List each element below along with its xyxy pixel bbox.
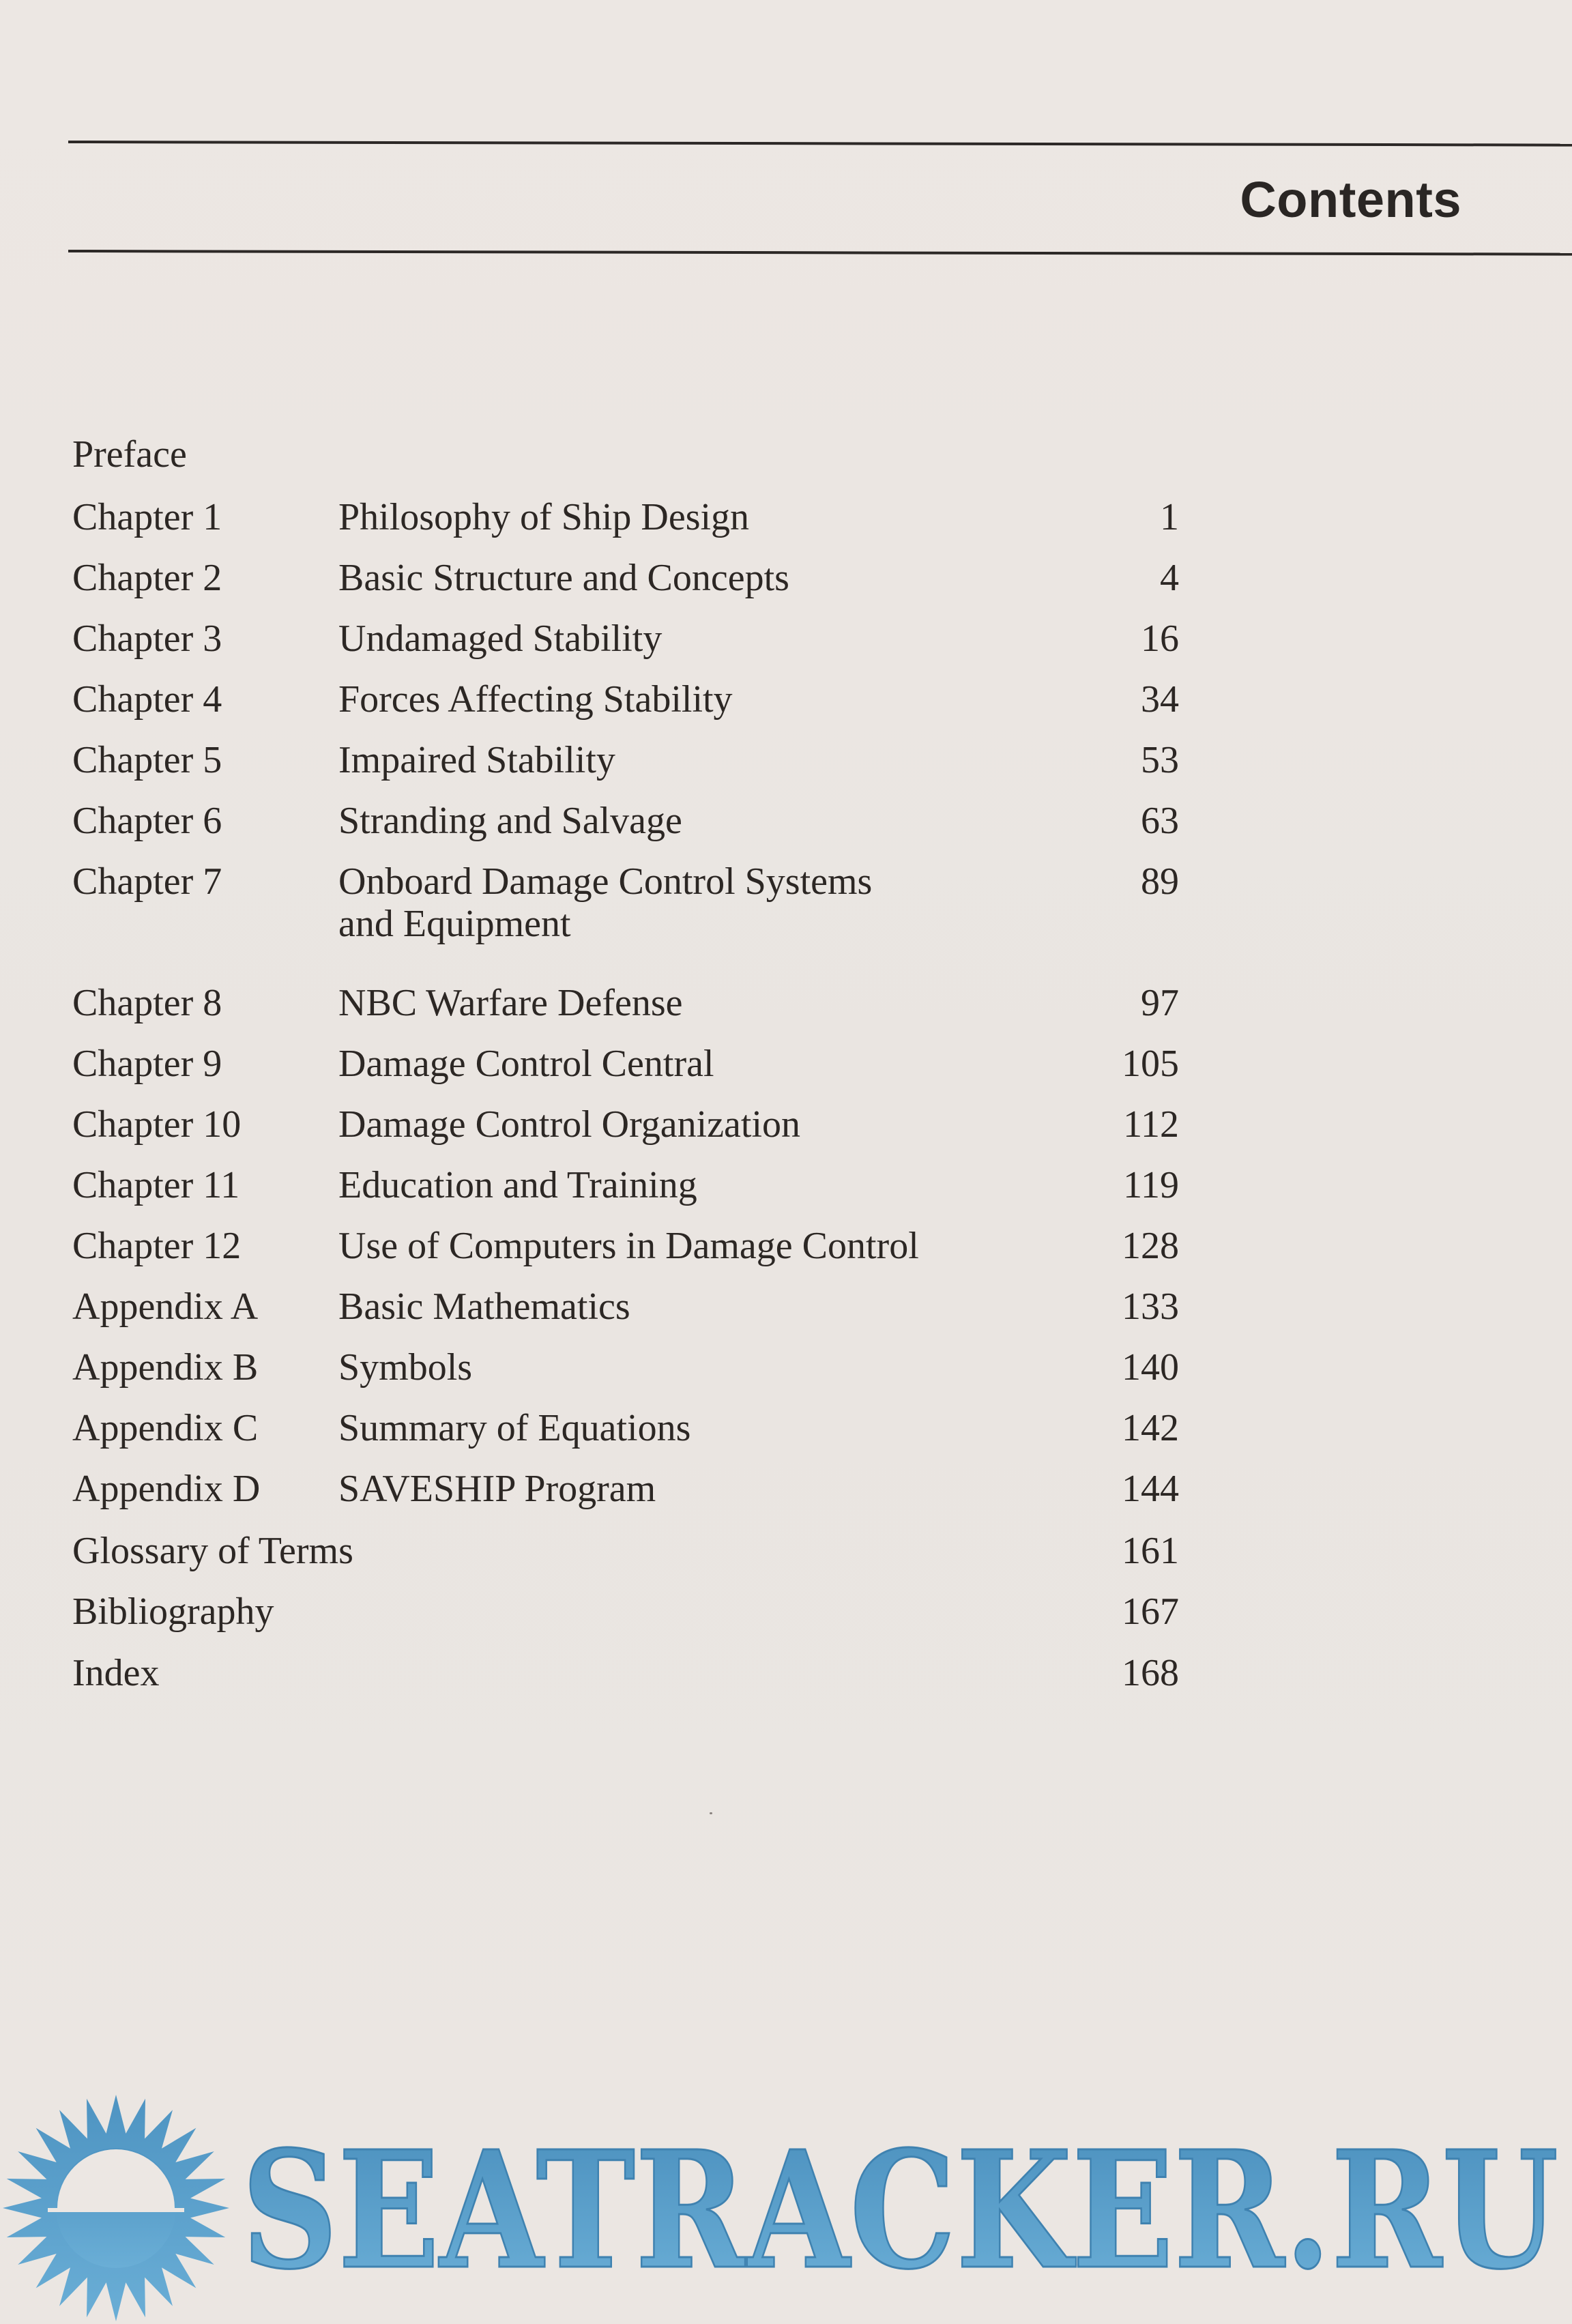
toc-entry-page: 142 [1122,1407,1179,1449]
toc-entry-page: 161 [1122,1530,1179,1572]
toc-entry-index [0,1646,1201,1700]
toc-entry-title: Impaired Stability [338,739,615,781]
toc-entry-label: Chapter 2 [72,557,222,599]
toc-entry-title: Symbols [338,1346,473,1389]
toc-entry-title: Stranding and Salvage [338,800,682,842]
toc-entry-appendix-c [0,1401,1201,1455]
watermark-text [242,2115,1565,2293]
dust-speck [710,1812,712,1814]
toc-entry-label: Chapter 8 [72,982,222,1024]
toc-entry-label: Preface [72,433,187,476]
toc-entry-label: Chapter 4 [72,678,222,721]
toc-entry-title: Damage Control Organization [338,1103,801,1146]
toc-entry-preface [0,427,1201,482]
toc-entry-title: Forces Affecting Stability [338,678,733,721]
toc-entry-chapter-2 [0,551,1201,605]
toc-entry-appendix-b [0,1340,1201,1395]
page-title: Contents [1240,171,1461,228]
toc-entry-page: 53 [1141,739,1179,781]
watermark-label: SEATRACKER.RU [242,2115,1558,2293]
toc-entry-label: Bibliography [72,1591,274,1633]
toc-entry-page: 89 [1141,860,1179,903]
toc-entry-chapter-11 [0,1158,1201,1212]
toc-entry-page: 4 [1160,557,1179,599]
toc-entry-label: Chapter 3 [72,618,222,660]
toc-entry-chapter-12 [0,1219,1201,1273]
toc-entry-glossary [0,1524,1201,1578]
toc-entry-bibliography [0,1584,1201,1639]
toc-entry-page: 144 [1122,1468,1179,1510]
toc-entry-chapter-10 [0,1097,1201,1152]
toc-entry-title: Philosophy of Ship Design [338,496,750,538]
toc-entry-title: Basic Structure and Concepts [338,557,789,599]
toc-entry-label: Chapter 12 [72,1225,242,1267]
toc-entry-chapter-8 [0,976,1201,1030]
toc-entry-page: 167 [1122,1591,1179,1633]
toc-entry-title: NBC Warfare Defense [338,982,683,1024]
toc-entry-page: 168 [1122,1652,1179,1694]
toc-entry-page: 97 [1141,982,1179,1024]
toc-entry-title-continuation: and Equipment [338,903,571,945]
toc-entry-title: Undamaged Stability [338,618,663,660]
toc-entry-title: Damage Control Central [338,1043,714,1085]
toc-entry-page: 16 [1141,618,1179,660]
sun-logo-icon [0,2092,232,2324]
toc-entry-chapter-7 [0,854,1201,957]
toc-entry-label: Chapter 1 [72,496,222,538]
toc-entry-chapter-9 [0,1036,1201,1091]
toc-entry-appendix-d [0,1462,1201,1516]
toc-entry-title: Education and Training [338,1164,697,1206]
toc-entry-chapter-3 [0,611,1201,666]
toc-entry-label: Chapter 10 [72,1103,242,1146]
toc-entry-page: 133 [1122,1286,1179,1328]
toc-entry-title: Basic Mathematics [338,1286,630,1328]
watermark [0,2088,1572,2320]
toc-entry-page: 34 [1141,678,1179,721]
toc-entry-title: SAVESHIP Program [338,1468,656,1510]
toc-entry-label: Appendix C [72,1407,259,1449]
toc-entry-label: Chapter 6 [72,800,222,842]
toc-entry-title: Onboard Damage Control Systems [338,860,873,903]
toc-entry-label: Chapter 11 [72,1164,240,1206]
toc-entry-page: 1 [1160,496,1179,538]
toc-entry-label: Appendix B [72,1346,259,1389]
toc-entry-chapter-1 [0,490,1201,544]
toc-entry-title: Summary of Equations [338,1407,691,1449]
toc-entry-label: Appendix A [72,1286,259,1328]
toc-entry-page: 105 [1122,1043,1179,1085]
toc-entry-label: Chapter 7 [72,860,222,903]
toc-entry-page: 140 [1122,1346,1179,1389]
toc-entry-title: Use of Computers in Damage Control [338,1225,919,1267]
toc-entry-page: 63 [1141,800,1179,842]
toc-entry-chapter-6 [0,794,1201,848]
toc-entry-page: 112 [1123,1103,1179,1146]
toc-entry-page: 128 [1122,1225,1179,1267]
toc-entry-chapter-4 [0,672,1201,727]
toc-entry-label: Glossary of Terms [72,1530,353,1572]
toc-entry-label: Index [72,1652,160,1694]
toc-entry-appendix-a [0,1279,1201,1334]
toc-entry-label: Chapter 5 [72,739,222,781]
toc-entry-label: Chapter 9 [72,1043,222,1085]
toc-entry-label: Appendix D [72,1468,261,1510]
toc-entry-chapter-5 [0,733,1201,787]
toc-entry-page: 119 [1123,1164,1179,1206]
